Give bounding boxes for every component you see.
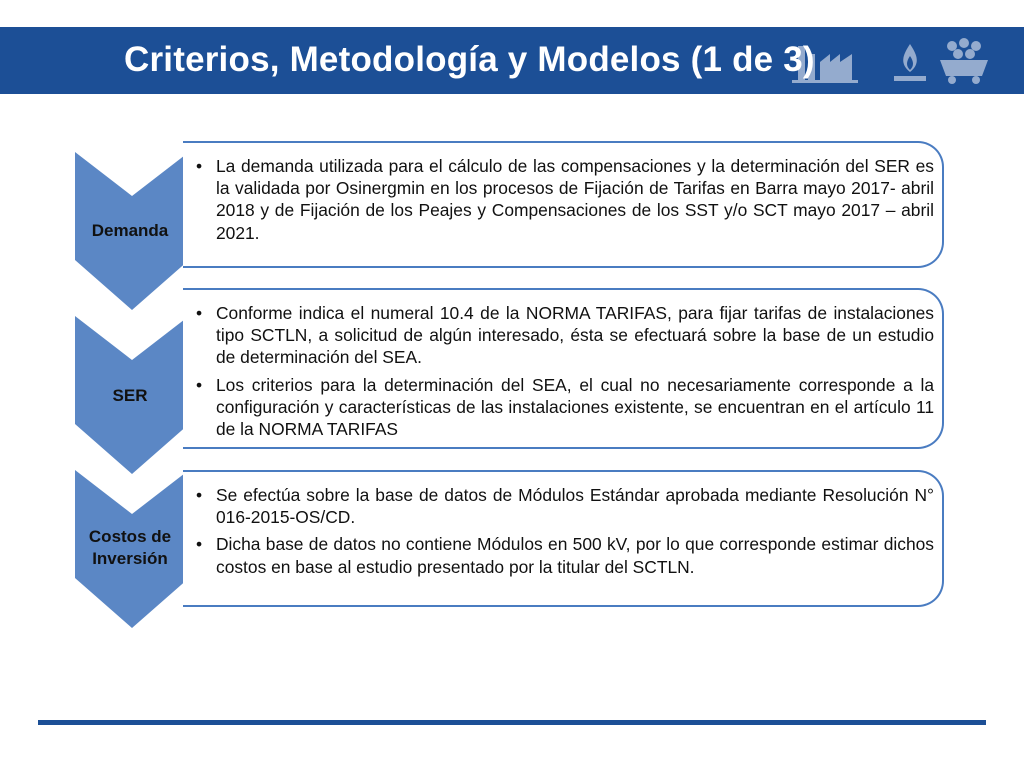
bullet-list-costos <box>183 472 942 578</box>
section-box-costos <box>183 470 944 607</box>
section-label-costos <box>80 526 180 570</box>
section-box-ser <box>183 288 944 449</box>
header-decoration-icons <box>790 34 1000 86</box>
footer-rule <box>38 720 986 725</box>
section-label-line: Inversión <box>92 549 168 568</box>
bullet-list-demanda <box>183 143 942 244</box>
bullet-item: • Se efectúa sobre la base de datos de Módulos Estándar aprobada mediante Resolución N° 016-2015-OS/CD. <box>216 484 934 528</box>
section-label-ser: SER <box>112 386 148 405</box>
bullet-item: • Dicha base de datos no contiene Módulos en 500 kV, por lo que corresponde estimar dichos costos en base al estudio presentado por la titular del SCTLN. <box>216 533 934 577</box>
section-label-line: Costos de <box>88 527 172 546</box>
section-box-demanda <box>183 141 944 268</box>
mining-cart-icon <box>940 38 988 84</box>
section-label-demanda: Demanda <box>91 221 169 240</box>
gas-flame-icon <box>894 44 926 81</box>
page-title: Criterios, Metodología y Modelos (1 de 3) <box>124 40 815 79</box>
bullet-item: • Los criterios para la determinación del SEA, el cual no necesariamente corresponde a la configuración y características de las instalaciones existente, se encuentran en el artículo 11 de la NORMA TARIFAS <box>216 374 934 441</box>
bullet-item: • La demanda utilizada para el cálculo de las compensaciones y la determinación del SER es la validada por Osinergmin en los procesos de Fijación de Tarifas en Barra mayo 2017- abril 2018 y de Fijación de los Peajes y Compensaciones de los SST y/o SCT mayo 2017 – abril 2021. <box>216 155 934 244</box>
bullet-list-ser <box>183 290 942 440</box>
bullet-item: • Conforme indica el numeral 10.4 de la NORMA TARIFAS, para fijar tarifas de instalaciones tipo SCTLN, a solicitud de algún interesado, ésta se efectuará sobre la base de un estudio de determinación del SEA. <box>216 302 934 369</box>
